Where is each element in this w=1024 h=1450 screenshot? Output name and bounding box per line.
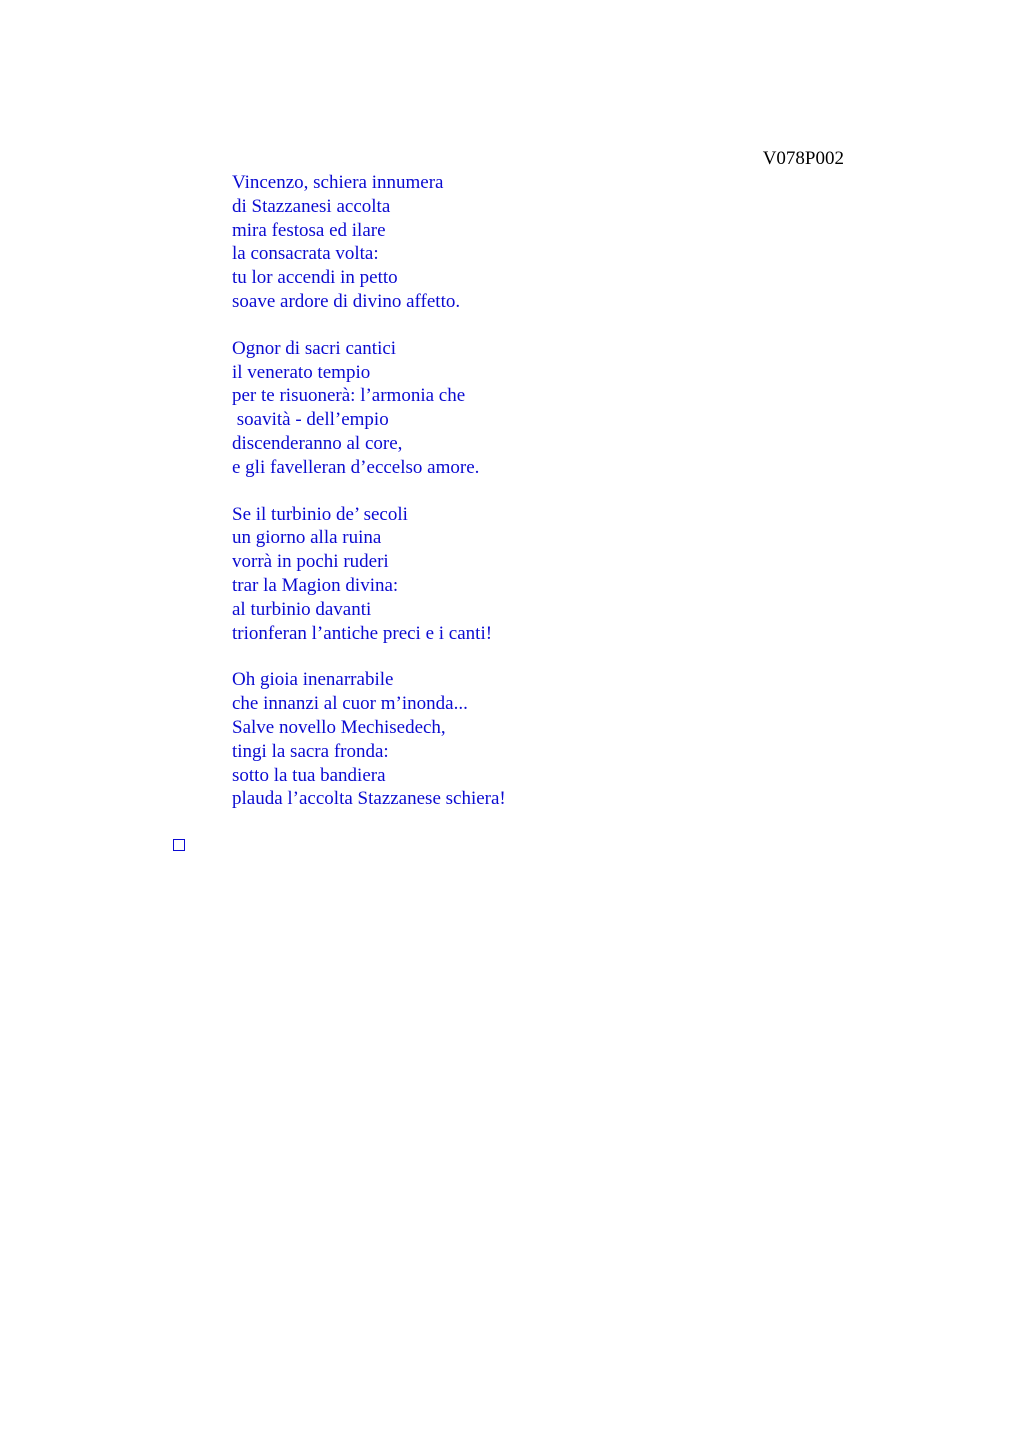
verse-line: vorrà in pochi ruderi — [232, 551, 389, 573]
verse-line: di Stazzanesi accolta — [232, 195, 391, 217]
verse-line: Salve novello Mechisedech, — [232, 716, 446, 738]
verse-line: plauda l’accolta Stazzanese schiera! — [232, 788, 506, 810]
verse-line: sotto la tua bandiera — [232, 764, 386, 786]
square-outline-icon — [173, 839, 185, 851]
verse-line: Oh gioia inenarrabile — [232, 669, 394, 691]
stanza-2 — [232, 337, 752, 480]
verse-line: al turbinio davanti — [232, 598, 372, 620]
stanza-4 — [232, 668, 752, 811]
verse-line: mira festosa ed ilare — [232, 219, 386, 241]
page-id: V078P002 — [762, 148, 844, 169]
verse-line: per te risuonerà: l’armonia che — [232, 385, 466, 407]
verse-line: soave ardore di divino affetto. — [232, 290, 461, 312]
verse-line: che innanzi al cuor m’inonda... — [232, 693, 468, 715]
verse-line: trar la Magion divina: — [232, 574, 399, 596]
verse-line: trionferan l’antiche preci e i canti! — [232, 622, 493, 644]
verse-line: la consacrata volta: — [232, 243, 379, 265]
poem — [232, 171, 752, 834]
verse-line: un giorno alla ruina — [232, 527, 382, 549]
verse-line: Se il turbinio de’ secoli — [232, 503, 408, 525]
verse-line: discenderanno al core, — [232, 432, 403, 454]
verse-line: tu lor accendi in petto — [232, 267, 398, 289]
verse-line: tingi la sacra fronda: — [232, 740, 389, 762]
stanza-1 — [232, 171, 752, 314]
verse-line: Ognor di sacri cantici — [232, 337, 397, 359]
verse-line: e gli favelleran d’eccelso amore. — [232, 456, 480, 478]
verse-line: soavità - dell’empio — [232, 409, 389, 431]
stanza-3 — [232, 503, 752, 646]
verse-line: Vincenzo, schiera innumera — [232, 172, 444, 193]
verse-line: il venerato tempio — [232, 361, 371, 383]
